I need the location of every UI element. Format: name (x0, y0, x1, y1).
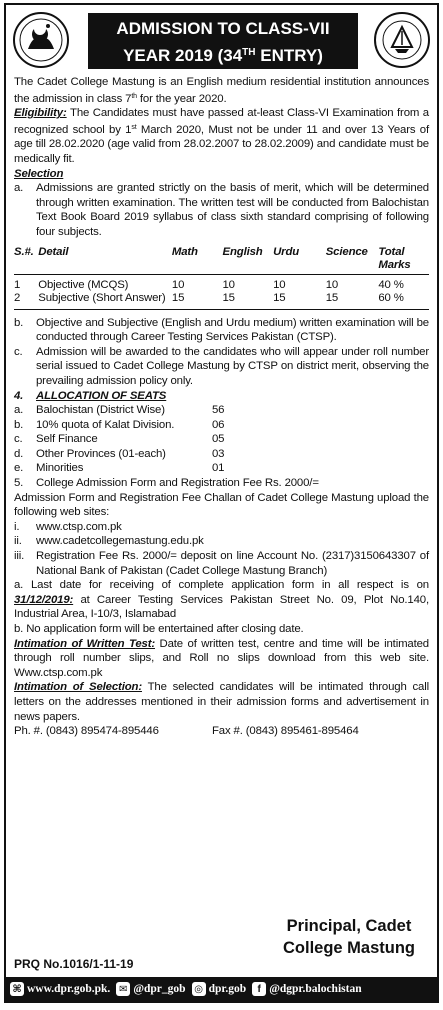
seat-label: Self Finance (36, 433, 98, 446)
intimation-test-text: Date of written test, centre and time will be intimated through roll number slips, and Roll no slips download from this web site. Www.ctsp.com.pk (14, 637, 429, 679)
seat-value: 56 (212, 404, 225, 417)
intimation-selection (14, 680, 429, 724)
cell: 15 (325, 292, 339, 305)
twitter-handle: @dpr_gob (133, 983, 186, 995)
eligibility-text-end: March 2020, Must not be under 11 and over 13 Years of age till 28.02.2020 (age valid from 28.02.2007 to 28.02.2009) and candidate must be medically fit. (14, 123, 429, 165)
header (6, 5, 437, 75)
signature-line-2: College Mastung (282, 939, 415, 957)
seat-number: a. (14, 404, 24, 417)
seat-row (14, 418, 429, 433)
cell: Objective (MCQS) (38, 278, 129, 291)
allocation-title: ALLOCATION OF SEATS (36, 389, 167, 402)
selection-heading (14, 167, 429, 182)
col-math: Math (171, 245, 198, 258)
cell: 10 (222, 278, 235, 291)
table-divider (14, 274, 429, 275)
last-date-text: a. Last date for receiving of complete application form in all respect is on (14, 579, 429, 592)
point-number: ii. (14, 535, 22, 548)
seat-label: Minorities (36, 462, 84, 475)
eligibility-paragraph (14, 106, 429, 166)
seat-label: 10% quota of Kalat Division. (36, 418, 175, 431)
registration-fee (14, 549, 429, 578)
table-divider (14, 309, 429, 310)
seat-value: 01 (212, 462, 225, 475)
twitter-icon: ✉ (116, 982, 130, 996)
contact-line (14, 724, 429, 739)
footer-facebook[interactable] (252, 982, 361, 996)
last-date-address: at Career Testing Services Pakistan Street No. 09, Plot No.140, Industrial Area, I-10/3, Islamabad (14, 593, 429, 621)
website-link[interactable]: www.ctsp.com.pk (36, 520, 122, 533)
instagram-icon: ◎ (192, 982, 206, 996)
allocation-heading (14, 389, 429, 404)
cell: 10 (171, 278, 185, 291)
title-line-2 (88, 41, 358, 68)
cell: 10 (325, 278, 339, 291)
facebook-icon: f (252, 982, 266, 996)
instagram-handle: dpr.gob (208, 983, 247, 995)
balochistan-govt-logo (12, 11, 70, 69)
point-text: Registration Fee Rs. 2000/= deposit on line Account No. (2317)3150643307 of National Bank of Pakistan (Cadet College Mastung Branch) (36, 550, 429, 577)
point-number: a. (14, 182, 24, 195)
website-ctsp (14, 520, 429, 535)
cadet-college-crest (373, 11, 431, 69)
seat-value: 06 (212, 418, 225, 431)
seat-number: e. (14, 462, 24, 475)
web-link: www.dpr.gob.pk. (27, 983, 111, 995)
eligibility-label: Eligibility: (14, 107, 67, 120)
cell: 15 (222, 292, 235, 305)
content (6, 75, 437, 739)
allocation-number: 4. (14, 389, 24, 402)
point-number: iii. (14, 550, 25, 563)
point-number: b. (14, 316, 24, 329)
intro-text: The Cadet College Mastung is an English medium residential institution announces the admission in class 7 (14, 76, 429, 105)
website-link[interactable]: www.cadetcollegemastung.edu.pk (36, 535, 204, 548)
col-detail: Detail (38, 245, 69, 258)
fee-description: Admission Form and Registration Fee Challan of Cadet College Mastung upload the following web sites: (14, 491, 429, 519)
cell: 10 (273, 278, 286, 291)
cell: 60 % (378, 292, 404, 305)
title-box (88, 13, 358, 69)
prq-number: PRQ No.1016/1-11-19 (14, 957, 134, 971)
seat-label: Other Provinces (01-each) (36, 447, 166, 460)
intimation-selection-label: Intimation of Selection: (14, 681, 142, 694)
col-total: Total Marks (378, 245, 411, 271)
intimation-test-label: Intimation of Written Test: (14, 637, 155, 650)
point-number: 5. (14, 477, 24, 490)
intimation-selection-text: The selected candidates will be intimated through call letters on the addresses mentioned in their admission forms and advertisement in news papers. (14, 681, 429, 723)
selection-label: Selection (14, 167, 64, 180)
footer-instagram[interactable] (192, 982, 247, 996)
seat-row (14, 432, 429, 447)
point-number: i. (14, 520, 20, 533)
cell: 15 (171, 292, 185, 305)
fee-line (14, 476, 429, 491)
seat-value: 05 (212, 433, 225, 446)
point-text: Admissions are granted strictly on the basis of merit, which will be determined through written examination. The written test will be conducted from Balochistan Text Book Board 2019 syllabus of class sixth standard comprising of following four subjects. (36, 182, 429, 238)
col-sno: S.#. (14, 245, 34, 258)
point-c (14, 345, 429, 389)
phone-number: Ph. #. (0843) 895474-895446 (14, 725, 159, 738)
footer-web[interactable] (10, 982, 110, 996)
point-number: c. (14, 345, 23, 358)
seat-label: Balochistan (District Wise) (36, 404, 165, 417)
title-entry: ENTRY) (255, 46, 323, 65)
point-text: Admission will be awarded to the candidates who will appear under roll number serial issued to Cadet College Mastung by CTSP on district merit, observing the prevailing admission policy only. (36, 345, 429, 387)
seat-number: b. (14, 418, 24, 431)
seat-number: d. (14, 447, 24, 460)
last-date: 31/12/2019: (14, 593, 74, 606)
footer-bar (6, 977, 437, 1001)
website-college (14, 534, 429, 549)
signature-line-1: Principal, Cadet (286, 917, 412, 935)
seat-row (14, 461, 429, 476)
seat-value: 03 (212, 447, 225, 460)
title-line-1: ADMISSION TO CLASS-VII (116, 19, 330, 38)
advertisement (4, 3, 439, 1003)
facebook-handle: @dgpr.balochistan (269, 983, 362, 995)
point-b (14, 316, 429, 345)
title-year: YEAR 2019 (34 (123, 46, 243, 65)
last-date-paragraph (14, 578, 429, 622)
cell: 1 (14, 278, 21, 291)
col-english: English (222, 245, 263, 258)
intro-sup: th (131, 92, 137, 100)
col-urdu: Urdu (273, 245, 300, 258)
table-row (14, 292, 429, 306)
fax-number: Fax #. (0843) 895461-895464 (212, 725, 359, 738)
cell: Subjective (Short Answer) (38, 292, 166, 305)
table-row (14, 279, 429, 293)
closing-date-note: b. No application form will be entertained after closing date. (14, 623, 304, 635)
point-text: Objective and Subjective (English and Urdu medium) written examination will be conducted through Career Testing Services Pakistan (CTSP). (36, 316, 429, 344)
signature-block (283, 915, 415, 959)
subjects-table (14, 246, 429, 312)
seat-number: c. (14, 433, 23, 446)
point-text: College Admission Form and Registration Fee Rs. 2000/= (36, 477, 319, 490)
eligibility-text: The Candidates must have passed at-least Class-VI Examination from a recognized school by 1 (14, 107, 429, 136)
table-header (14, 246, 429, 272)
title-sup: TH (242, 47, 256, 58)
intimation-test (14, 637, 429, 681)
seat-row (14, 447, 429, 462)
cell: 2 (14, 292, 21, 305)
globe-icon: ⌘ (10, 982, 24, 996)
seat-row (14, 403, 429, 418)
intro-paragraph (14, 75, 429, 106)
col-science: Science (325, 245, 368, 258)
intro-text-end: for the year 2020. (136, 92, 227, 105)
footer-twitter[interactable] (116, 982, 185, 996)
eligibility-sup: st (131, 123, 137, 131)
cell: 15 (273, 292, 286, 305)
cell: 40 % (378, 278, 404, 291)
selection-point-a (14, 181, 429, 239)
